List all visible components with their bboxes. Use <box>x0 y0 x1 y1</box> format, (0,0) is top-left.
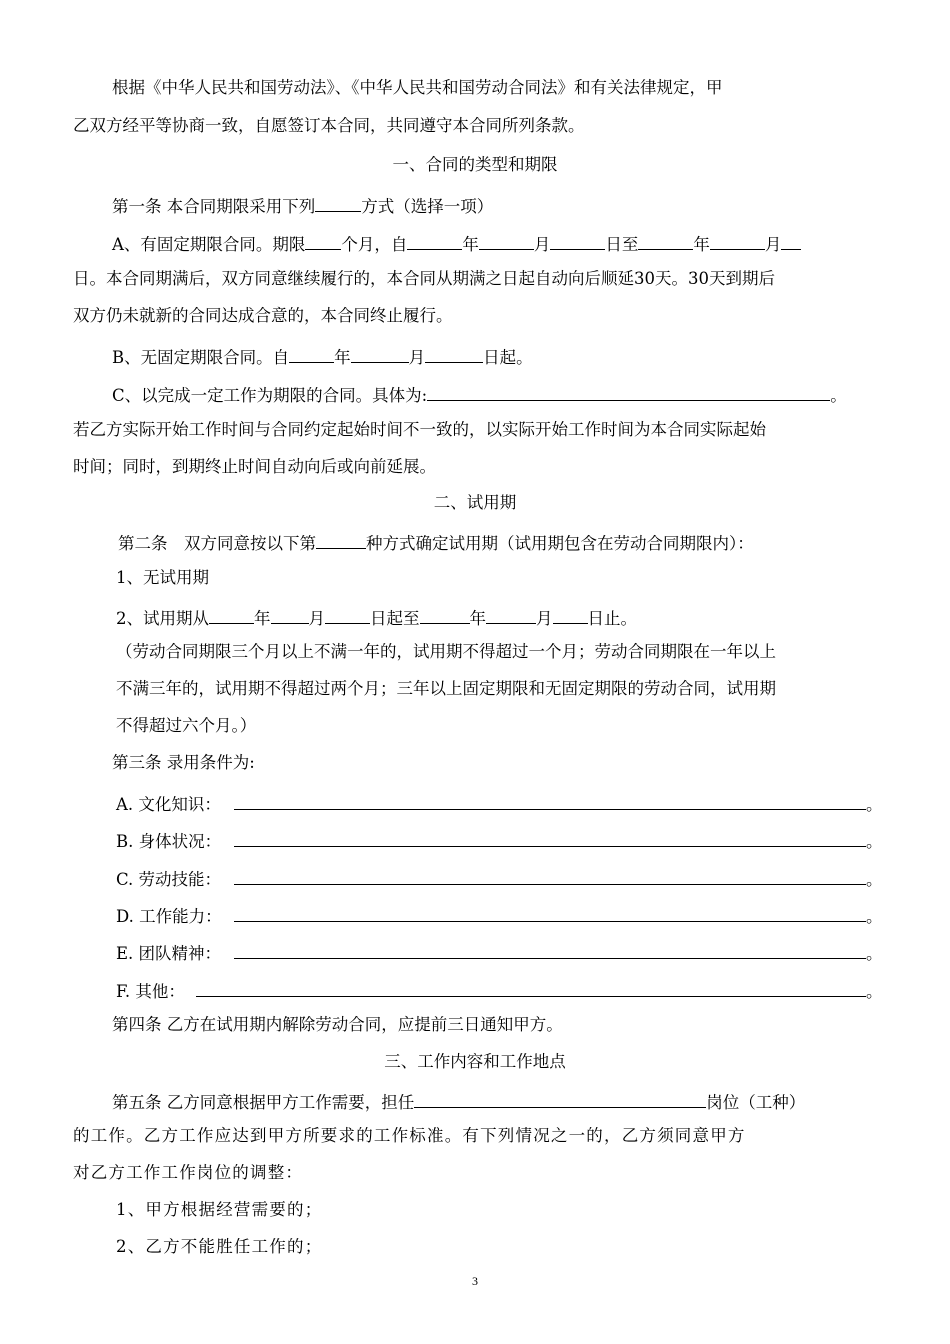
article-5-text: 第五条 乙方同意根据甲方工作需要，担任 <box>112 1093 415 1112</box>
end-month-blank[interactable] <box>710 231 765 250</box>
probation-note-text-3: 不得超过六个月。） <box>116 716 257 735</box>
probation-start-month-blank[interactable] <box>271 605 309 624</box>
period-mark: 。 <box>866 907 883 926</box>
start-day-blank[interactable] <box>550 231 605 250</box>
article-1-text-end: 方式（选择一项） <box>361 197 494 216</box>
condition-label: F. 其他： <box>116 982 185 1001</box>
adjustment-item-2-text: 2、乙方不能胜任工作的； <box>116 1237 323 1256</box>
article-2 <box>118 530 754 553</box>
task-description-blank[interactable] <box>427 382 830 401</box>
end-day-blank[interactable] <box>781 231 801 250</box>
probation-start-day-blank[interactable] <box>325 605 370 624</box>
condition-label: D. 工作能力： <box>116 907 222 926</box>
start-year-blank[interactable] <box>407 231 462 250</box>
start-note-line-2 <box>73 457 436 477</box>
article-5-line-3 <box>73 1163 303 1183</box>
period-mark: 。 <box>866 944 883 963</box>
probation-end-year-blank[interactable] <box>420 605 470 624</box>
year-label: 年 <box>254 609 271 628</box>
section-2-heading-text: 二、试用期 <box>433 493 517 512</box>
probation-option-1 <box>116 568 209 588</box>
option-c-label: C、以完成一定工作为期限的合同。具体为: <box>112 386 428 405</box>
probation-start-year-blank[interactable] <box>209 605 254 624</box>
condition-a <box>116 791 883 814</box>
adjustment-item-1-text: 1、甲方根据经营需要的； <box>116 1200 323 1219</box>
condition-c <box>116 866 883 889</box>
year-label: 年 <box>469 609 486 628</box>
day-from-label: 日起。 <box>483 348 533 367</box>
probation-note-text-1: （劳动合同期限三个月以上不满一年的，试用期不得超过一个月；劳动合同期限在一年以上 <box>116 642 776 661</box>
article-5-text-3: 对乙方工作工作岗位的调整： <box>73 1163 304 1182</box>
day-to-label: 日起至 <box>370 609 420 628</box>
option-b <box>112 344 533 367</box>
month-label: 月 <box>533 235 551 254</box>
year-label: 年 <box>334 348 351 367</box>
section-3-heading-text: 三、工作内容和工作地点 <box>384 1052 566 1071</box>
article-1 <box>112 193 494 216</box>
condition-e <box>116 940 883 963</box>
condition-c-blank[interactable] <box>234 866 866 885</box>
b-year-blank[interactable] <box>289 344 334 363</box>
day-end-label: 日止。 <box>587 609 637 628</box>
condition-d <box>116 903 883 926</box>
condition-b-blank[interactable] <box>234 828 866 847</box>
month-label: 月 <box>308 609 325 628</box>
b-month-blank[interactable] <box>351 344 409 363</box>
probation-option-2-label: 2、试用期从 <box>116 609 209 628</box>
probation-end-month-blank[interactable] <box>486 605 536 624</box>
page-number: 3 <box>472 1274 478 1288</box>
condition-e-blank[interactable] <box>234 940 866 959</box>
section-1-heading <box>0 155 950 175</box>
term-months-blank[interactable] <box>305 231 341 250</box>
article-2-text: 第二条 双方同意按以下第 <box>118 534 316 553</box>
intro-text-2: 乙双方经平等协商一致，自愿签订本合同，共同遵守本合同所列条款。 <box>73 116 585 135</box>
probation-note-1 <box>116 642 776 662</box>
article-1-text: 第一条 本合同期限采用下列 <box>112 197 316 216</box>
condition-d-blank[interactable] <box>234 903 866 922</box>
article-3 <box>112 753 255 773</box>
option-a-line-1 <box>112 231 801 254</box>
position-blank[interactable] <box>414 1089 706 1108</box>
period-mark: 。 <box>830 386 847 405</box>
probation-note-3 <box>116 716 256 736</box>
adjustment-item-1 <box>116 1200 322 1220</box>
condition-a-blank[interactable] <box>234 791 866 810</box>
section-3-heading <box>0 1052 950 1072</box>
start-month-blank[interactable] <box>479 231 534 250</box>
option-a-label: A、有固定期限合同。期限 <box>112 235 306 254</box>
b-day-blank[interactable] <box>425 344 483 363</box>
article-2-text-end: 种方式确定试用期（试用期包含在劳动合同期限内）： <box>366 534 754 553</box>
condition-label: B. 身体状况： <box>116 832 222 851</box>
condition-label: C. 劳动技能： <box>116 870 222 889</box>
probation-option-2 <box>116 605 637 628</box>
start-note-text-2: 时间；同时，到期终止时间自动向后或向前延展。 <box>73 457 436 476</box>
option-a-text-2: 日。本合同期满后，双方同意继续履行的，本合同从期满之日起自动向后顺延30天。30天到期后 <box>73 269 775 288</box>
intro-line-2 <box>73 116 585 136</box>
month-label: 月 <box>536 609 553 628</box>
probation-method-blank[interactable] <box>316 530 366 549</box>
option-b-label: B、无固定期限合同。自 <box>112 348 290 367</box>
intro-line-1 <box>112 78 723 98</box>
article-4-text: 第四条 乙方在试用期内解除劳动合同，应提前三日通知甲方。 <box>112 1015 563 1034</box>
condition-b <box>116 828 883 851</box>
start-note-text-1: 若乙方实际开始工作时间与合同约定起始时间不一致的，以实际开始工作时间为本合同实际起始 <box>73 420 766 439</box>
article-4 <box>112 1015 563 1035</box>
period-mark: 。 <box>866 832 883 851</box>
article-5-text-end: 岗位（工种） <box>706 1093 806 1112</box>
year-label: 年 <box>693 235 710 254</box>
option-a-text-3: 双方仍未就新的合同达成合意的，本合同终止履行。 <box>73 306 453 325</box>
month-label: 月 <box>764 235 782 254</box>
intro-text-1: 根据《中华人民共和国劳动法》、《中华人民共和国劳动合同法》和有关法律规定，甲 <box>112 78 723 97</box>
condition-f <box>116 978 883 1001</box>
period-mark: 。 <box>866 795 883 814</box>
period-mark: 。 <box>866 982 883 1001</box>
start-note-line-1 <box>73 420 766 440</box>
adjustment-item-2 <box>116 1237 322 1257</box>
condition-f-blank[interactable] <box>196 978 866 997</box>
year-label: 年 <box>462 235 479 254</box>
article-5-text-2: 的工作。乙方工作应达到甲方所要求的工作标准。有下列情况之一的，乙方须同意甲方 <box>73 1126 746 1145</box>
probation-note-2 <box>116 679 776 699</box>
article-3-text: 第三条 录用条件为: <box>112 753 255 772</box>
article-5 <box>112 1089 806 1112</box>
section-1-heading-text: 一、合同的类型和期限 <box>392 155 558 174</box>
condition-label: E. 团队精神： <box>116 944 222 963</box>
article-5-line-2 <box>73 1126 746 1146</box>
option-a-line-3 <box>73 306 453 326</box>
probation-option-1-text: 1、无试用期 <box>116 568 209 587</box>
month-label: 月 <box>408 348 426 367</box>
condition-label: A. 文化知识： <box>116 795 221 814</box>
section-2-heading <box>0 493 950 513</box>
probation-end-day-blank[interactable] <box>553 605 588 624</box>
probation-note-text-2: 不满三年的，试用期不得超过两个月；三年以上固定期限和无固定期限的劳动合同，试用期 <box>116 679 776 698</box>
day-to-label: 日至 <box>605 235 639 254</box>
option-a-text: 个月，自 <box>341 235 408 254</box>
option-c <box>112 382 847 405</box>
contract-type-blank[interactable] <box>315 193 361 212</box>
end-year-blank[interactable] <box>638 231 693 250</box>
option-a-line-2 <box>73 269 775 289</box>
period-mark: 。 <box>866 870 883 889</box>
